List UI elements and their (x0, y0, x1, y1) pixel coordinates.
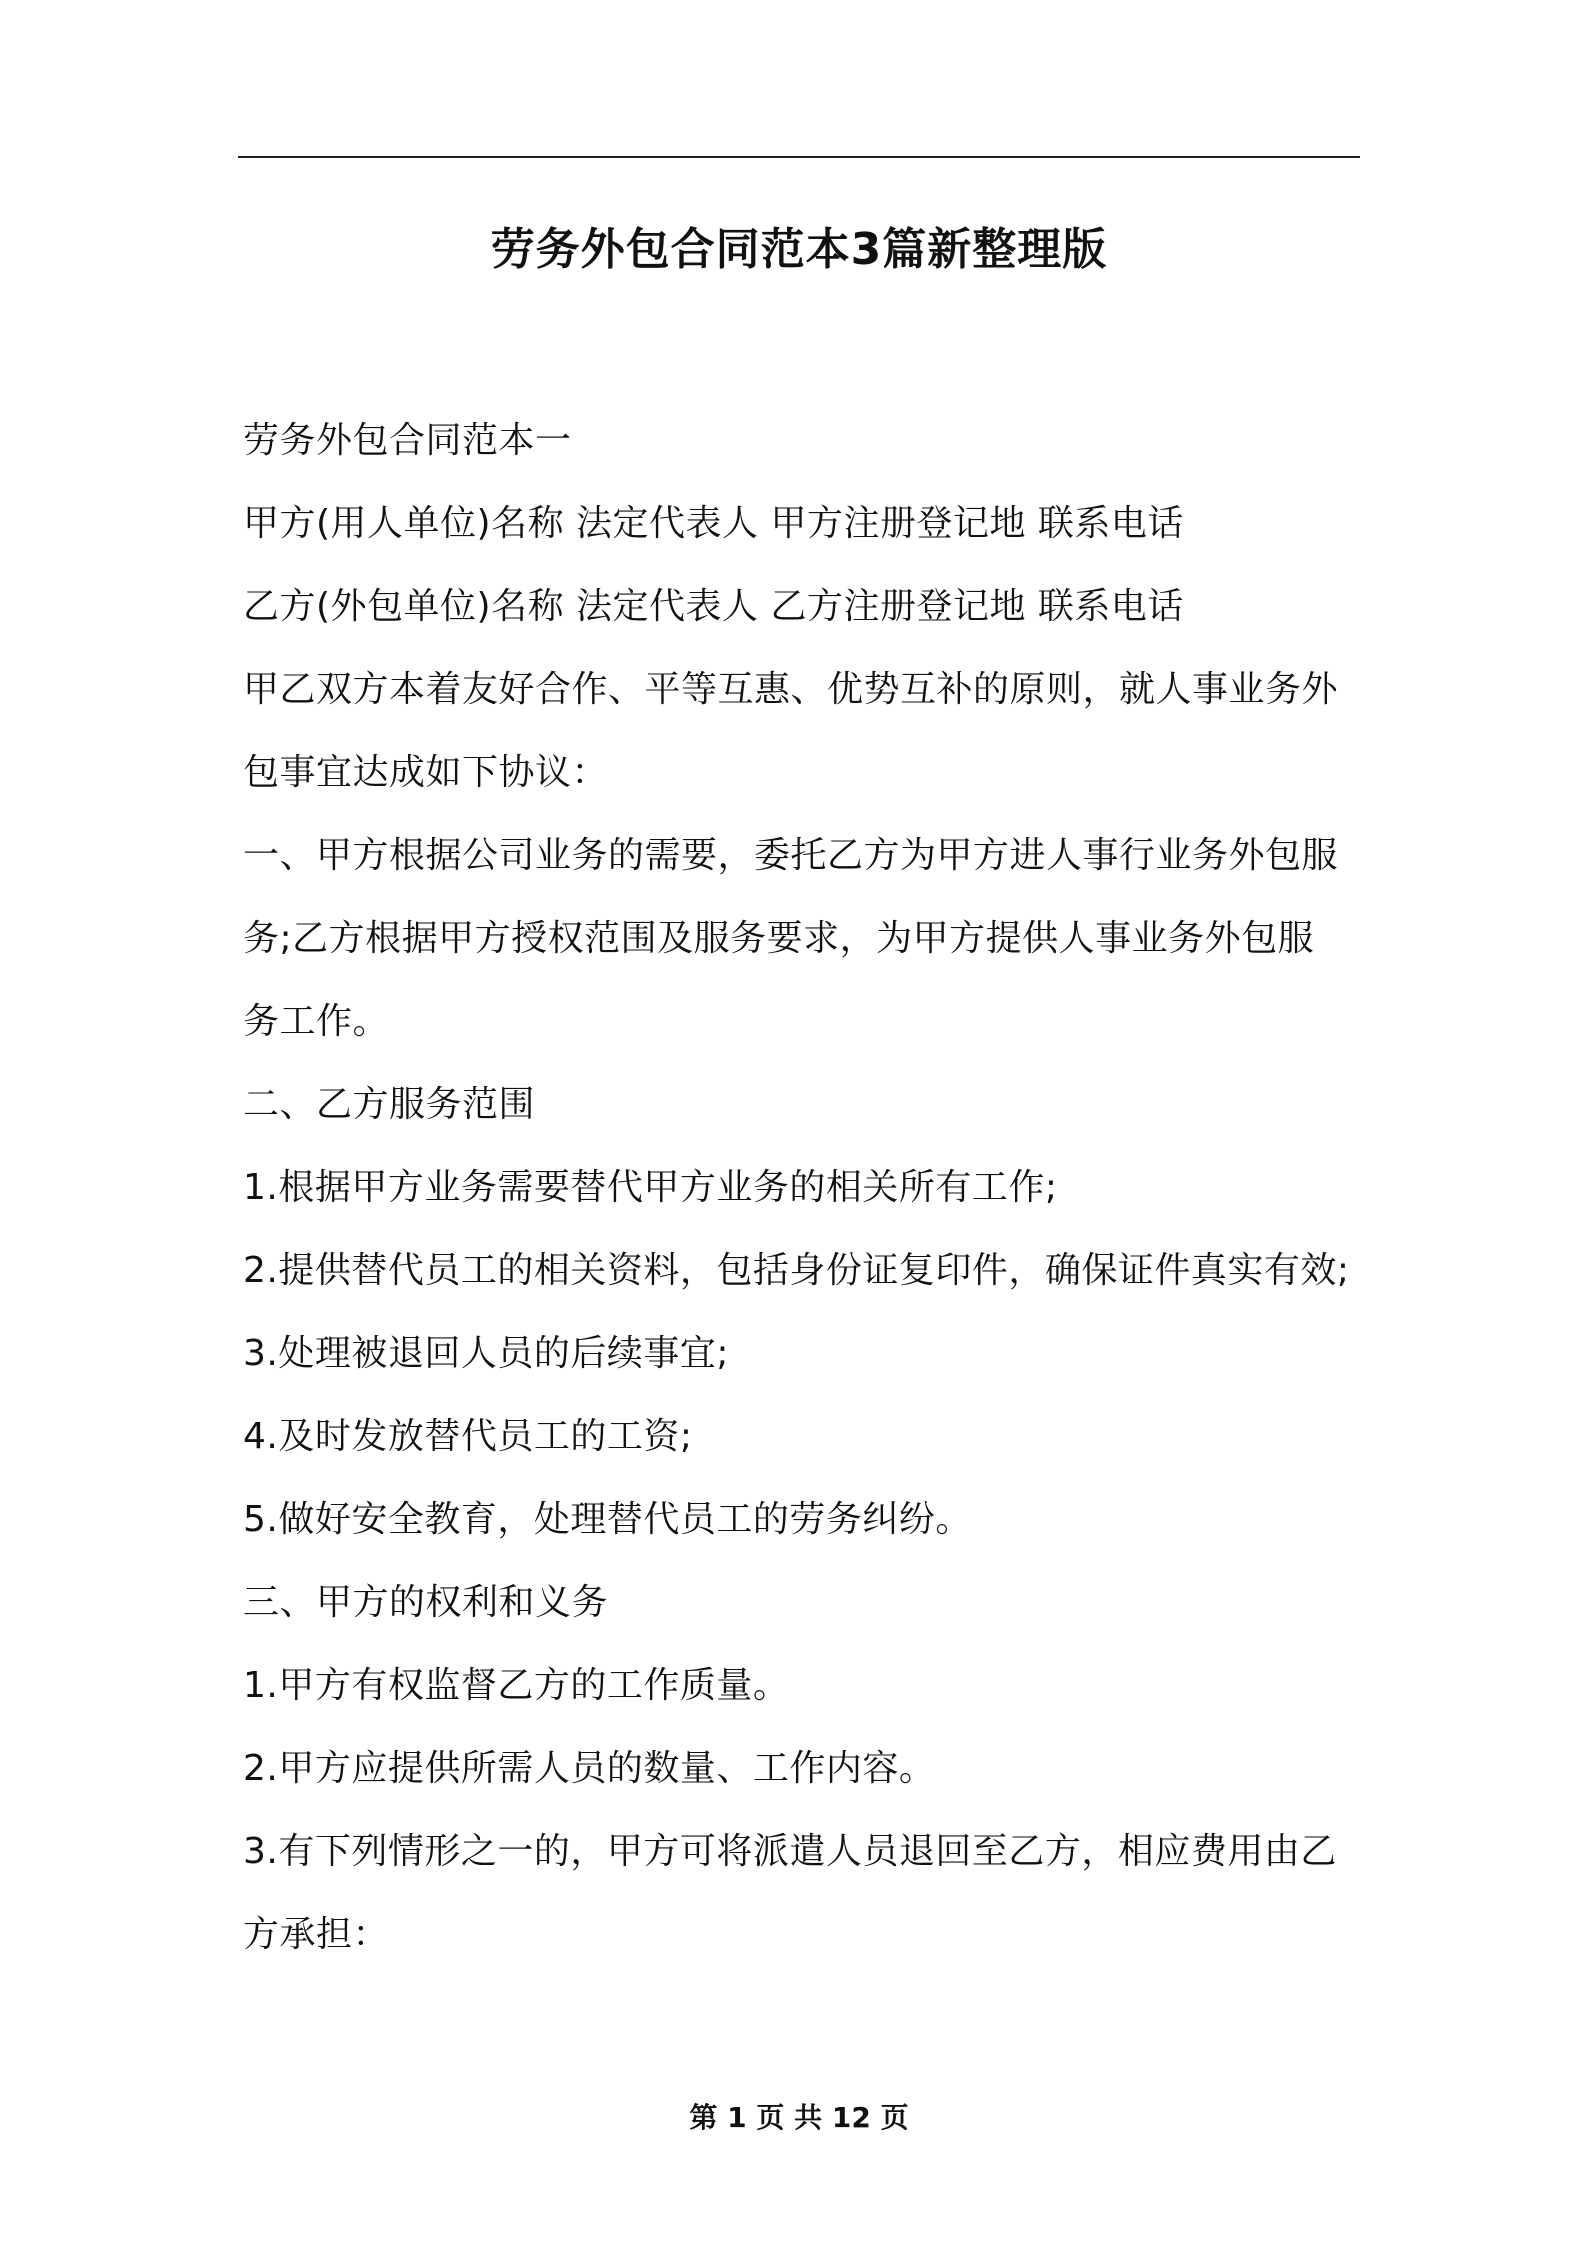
section-heading: 劳务外包合同范本一 (243, 420, 572, 461)
page-number: 第 1 页 共 12 页 (689, 2101, 909, 2134)
clause-heading: 三、甲方的权利和义务 (243, 1582, 609, 1623)
body-line: 甲乙双方本着友好合作、平等互惠、优势互补的原则，就人事业务外 (243, 669, 1339, 710)
list-item: 5.做好安全教育，处理替代员工的劳务纠纷。 (243, 1499, 972, 1540)
list-item: 1.根据甲方业务需要替代甲方业务的相关所有工作; (243, 1167, 1058, 1208)
body-line: 包事宜达成如下协议： (243, 752, 609, 793)
list-item: 2.甲方应提供所需人员的数量、工作内容。 (243, 1748, 936, 1789)
document-title: 劳务外包合同范本3篇新整理版 (490, 224, 1108, 275)
list-item: 1.甲方有权监督乙方的工作质量。 (243, 1665, 790, 1706)
list-item: 4.及时发放替代员工的工资; (243, 1416, 693, 1457)
document-body (243, 399, 1360, 1976)
list-item: 3.有下列情形之一的，甲方可将派遣人员退回至乙方，相应费用由乙 (243, 1831, 1337, 1872)
list-item: 3.处理被退回人员的后续事宜; (243, 1333, 729, 1374)
clause-line: 务工作。 (243, 1001, 390, 1042)
list-item: 2.提供替代员工的相关资料，包括身份证复印件，确保证件真实有效; (243, 1250, 1350, 1291)
party-a-line: 甲方(用人单位)名称 法定代表人 甲方注册登记地 联系电话 (243, 503, 1184, 544)
clause-heading: 二、乙方服务范围 (243, 1084, 536, 1125)
clause-line: 一、甲方根据公司业务的需要，委托乙方为甲方进人事行业务外包服 (243, 835, 1339, 876)
clause-line: 务;乙方根据甲方授权范围及服务要求，为甲方提供人事业务外包服 (243, 918, 1315, 959)
header-rule (238, 156, 1360, 158)
party-b-line: 乙方(外包单位)名称 法定代表人 乙方注册登记地 联系电话 (243, 586, 1184, 627)
list-item: 方承担： (243, 1914, 390, 1955)
